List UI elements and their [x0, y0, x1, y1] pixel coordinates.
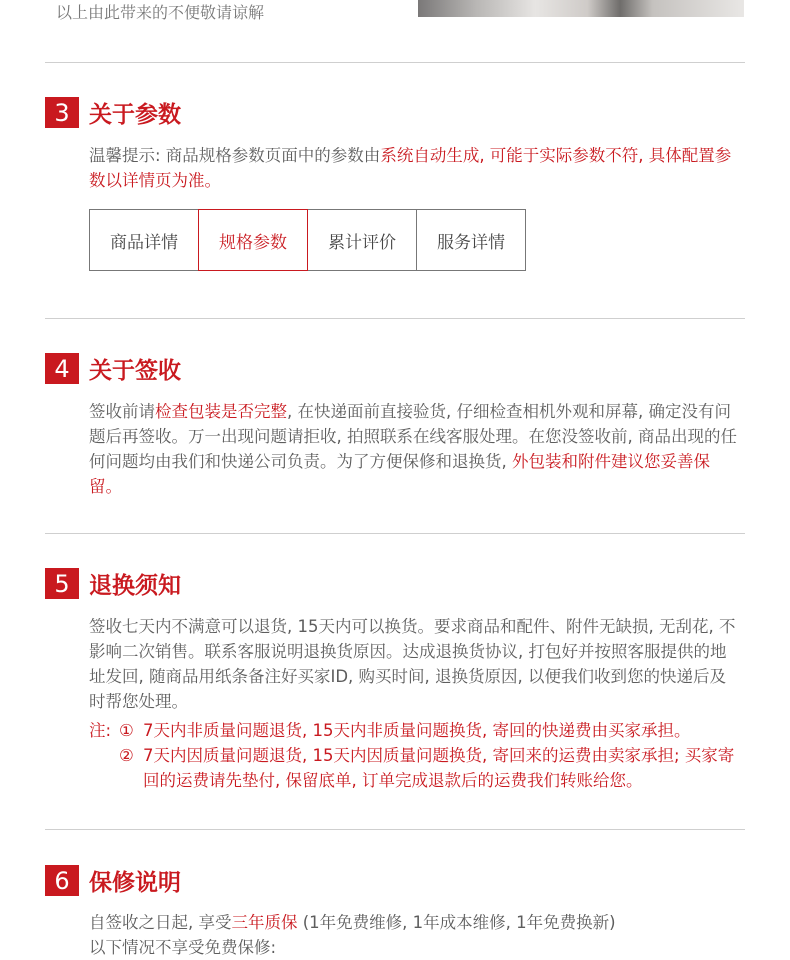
section-6-header	[45, 865, 181, 896]
return-notes	[89, 718, 739, 793]
section-title: 保修说明	[89, 870, 181, 896]
section-5-header	[45, 568, 181, 599]
note-text: 7天内因质量问题退货, 15天内因质量问题换货, 寄回来的运费由卖家承担; 买家寄回的运费请先垫付, 保留底单, 订单完成退款后的运费我们转账给您。	[143, 746, 735, 790]
tab-service[interactable]: 服务详情	[416, 209, 526, 271]
text: (1年免费维修, 1年成本维修, 1年免费换新)	[297, 913, 616, 932]
section-4-text	[89, 399, 739, 499]
note-text: 7天内非质量问题退货, 15天内非质量问题换货, 寄回的快递费由买家承担。	[143, 721, 691, 740]
tab-specs[interactable]: 规格参数	[198, 209, 308, 271]
section-title: 关于参数	[89, 102, 181, 128]
note-2	[89, 743, 739, 793]
tab-reviews[interactable]: 累计评价	[307, 209, 417, 271]
note-label: 注:	[89, 721, 112, 740]
section-number: 3	[45, 97, 79, 128]
note-marker: ②	[119, 746, 134, 765]
note-1	[89, 718, 739, 743]
tab-bar	[89, 209, 526, 271]
section-3-header	[45, 97, 181, 128]
section-title: 关于签收	[89, 358, 181, 384]
section-4-header	[45, 353, 181, 384]
text: , 在快递面前直接验货, 仔细检查相机外观和屏幕, 确定没有问题后再签收。万一出现问题请拒收, 拍照联系在线客服处理。在您没签收前, 商品出现的任何问题均由我们和快递公司负责。为了方便保修和退换货,	[89, 402, 737, 471]
note-marker: ①	[119, 721, 134, 740]
section-3-text	[89, 143, 739, 193]
section-number: 5	[45, 568, 79, 599]
section-number: 6	[45, 865, 79, 896]
divider	[45, 533, 745, 534]
divider	[45, 318, 745, 319]
camera-photo	[418, 0, 744, 17]
divider	[45, 829, 745, 830]
text: 自签收之日起, 享受	[89, 913, 232, 932]
top-note: 以上由此带来的不便敬请谅解	[56, 3, 265, 22]
highlight-text: 三年质保	[231, 913, 298, 932]
highlight-text: 系统自动生成, 可能于实际参数不符, 具体配置参数以详情页为准。	[89, 146, 732, 190]
section-6-text	[89, 910, 739, 960]
highlight-text: 检查包装是否完整	[155, 402, 287, 421]
section-5-text: 签收七天内不满意可以退货, 15天内可以换货。要求商品和配件、附件无缺损, 无刮花, 不影响二次销售。联系客服说明退换货原因。达成退换货协议, 打包好并按照客服提供的地址发回, 随商品用纸条备注好买家ID, 购买时间, 退换货原因, 以便我们收到您的快递后及时帮您处理。	[89, 617, 736, 711]
tab-product-details[interactable]: 商品详情	[89, 209, 199, 271]
section-title: 退换须知	[89, 573, 181, 599]
section-number: 4	[45, 353, 79, 384]
highlight-text: 外包装和附件建议您妥善保留。	[89, 452, 710, 496]
divider	[45, 62, 745, 63]
text: 温馨提示: 商品规格参数页面中的参数由	[89, 146, 381, 165]
text: 以下情况不享受免费保修:	[89, 938, 277, 957]
text: 签收前请	[89, 402, 155, 421]
